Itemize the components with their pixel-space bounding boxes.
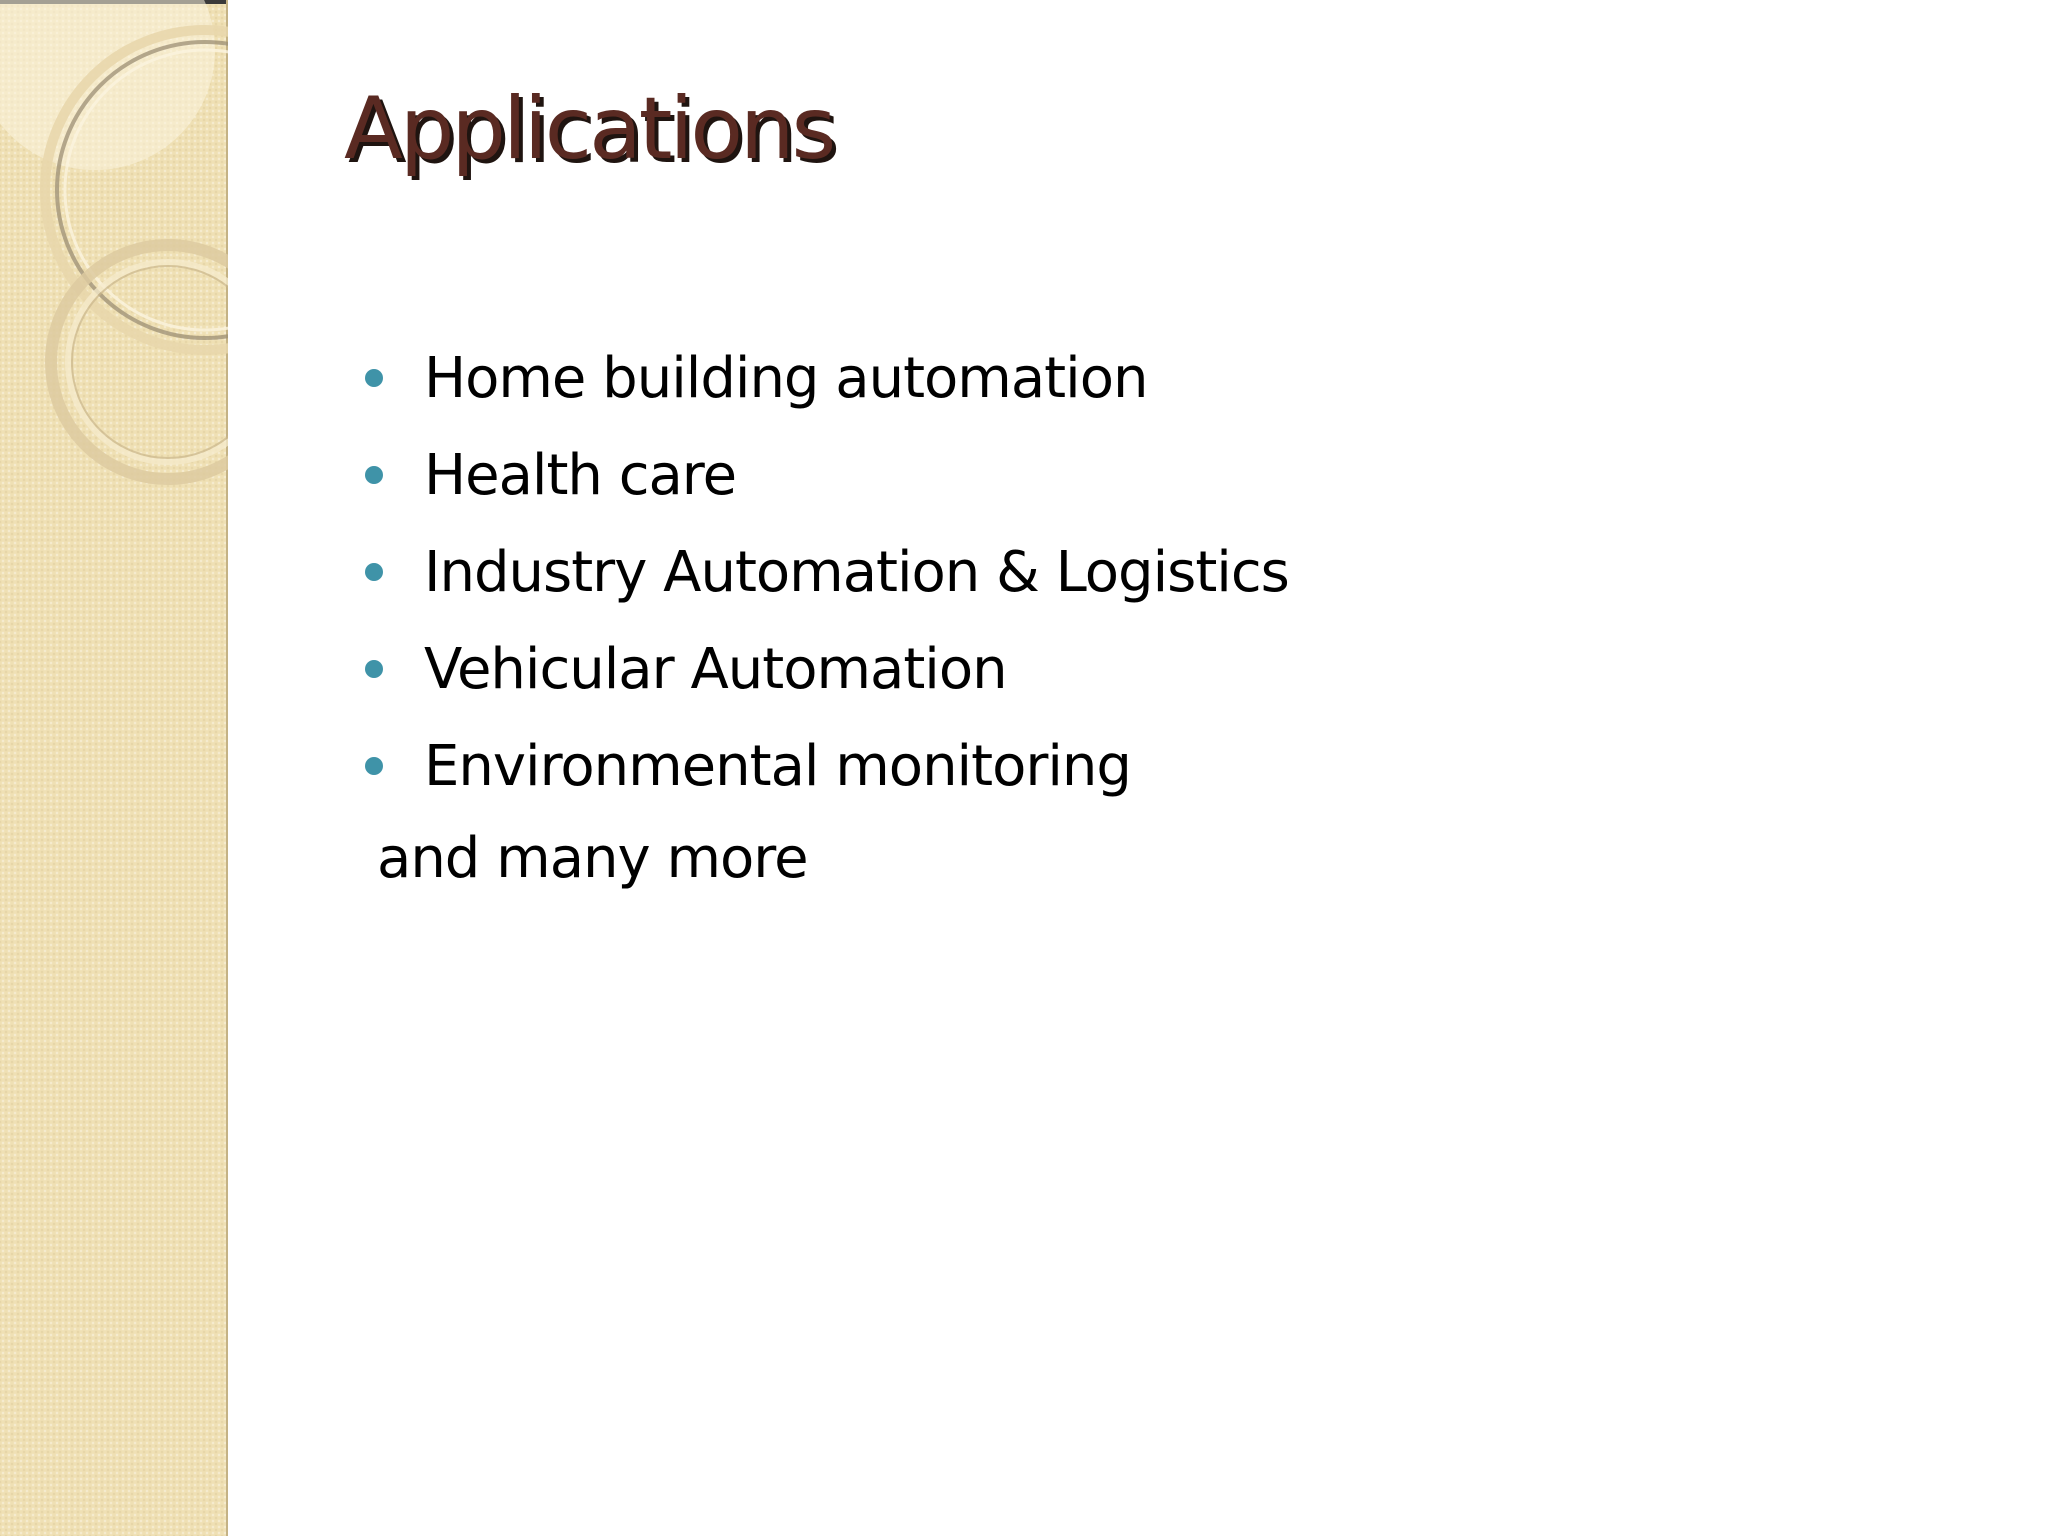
bullet-list xyxy=(358,330,1289,815)
bullet-text: Home building automation xyxy=(424,346,1148,411)
bullet-dot-icon xyxy=(365,757,383,775)
bullet-dot-icon xyxy=(365,369,383,387)
bullet-item xyxy=(358,427,1289,524)
bullet-text: Environmental monitoring xyxy=(424,734,1131,799)
bullet-item xyxy=(358,524,1289,621)
trailing-text: and many more xyxy=(377,826,808,891)
bullet-dot-icon xyxy=(365,466,383,484)
bullet-item xyxy=(358,621,1289,718)
bullet-item xyxy=(358,330,1289,427)
bullet-text: Vehicular Automation xyxy=(424,637,1007,702)
bullet-dot-icon xyxy=(365,563,383,581)
bullet-text: Health care xyxy=(424,443,737,508)
ring-ornament-icon xyxy=(0,0,228,500)
bullet-text: Industry Automation & Logistics xyxy=(424,540,1289,605)
slide-title: Applications xyxy=(344,79,834,179)
bullet-item xyxy=(358,718,1289,815)
bullet-dot-icon xyxy=(365,660,383,678)
